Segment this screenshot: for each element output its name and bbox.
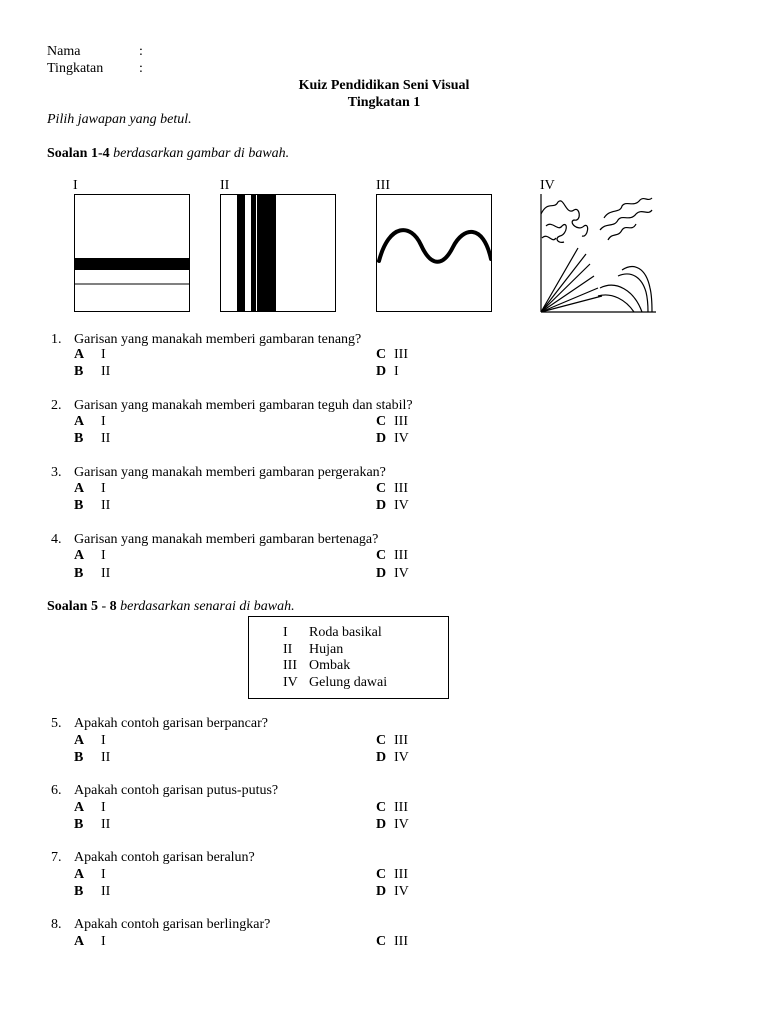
question-number: 2. (51, 398, 62, 413)
option-a-value: I (101, 867, 106, 882)
page-title: Kuiz Pendidikan Seni Visual (298, 78, 470, 93)
option-letter-b: B (74, 566, 84, 581)
figure-label-1: I (73, 178, 78, 193)
list-item (283, 642, 343, 658)
option-letter-d: D (376, 817, 387, 832)
option-letter-c: C (376, 733, 387, 748)
option-letter-a: A (74, 934, 85, 949)
option-letter-a: A (74, 548, 85, 563)
option-b-value: II (101, 431, 111, 446)
question-text: Garisan yang manakah memberi gambaran tenang? (74, 332, 362, 347)
option-letter-d: D (376, 566, 387, 581)
nama-label: Nama (47, 44, 81, 59)
question-number: 1. (51, 332, 62, 347)
option-a-value: I (101, 733, 106, 748)
option-c-value: III (394, 800, 408, 815)
list-item-number: III (283, 658, 297, 673)
list-item-number: I (283, 625, 288, 640)
option-letter-c: C (376, 414, 387, 429)
option-b-value: II (101, 566, 111, 581)
option-c-value: III (394, 867, 408, 882)
option-letter-c: C (376, 347, 387, 362)
section2-heading-bold-b: 8 (109, 599, 117, 614)
option-letter-b: B (74, 817, 84, 832)
option-letter-c: C (376, 867, 387, 882)
option-c-value: III (394, 733, 408, 748)
option-d-value: IV (394, 566, 409, 581)
option-letter-d: D (376, 364, 387, 379)
tingkatan-colon: : (139, 61, 143, 76)
section1-heading-italic: berdasarkan gambar di bawah. (109, 146, 290, 161)
option-a-value: I (101, 800, 106, 815)
question-number: 6. (51, 783, 62, 798)
option-b-value: II (101, 364, 111, 379)
figure-label-3: III (376, 178, 390, 193)
option-letter-a: A (74, 347, 85, 362)
option-b-value: II (101, 750, 111, 765)
option-letter-a: A (74, 481, 85, 496)
option-letter-c: C (376, 548, 387, 563)
option-letter-a: A (74, 733, 85, 748)
list-item-text: Hujan (309, 642, 344, 657)
option-a-value: I (101, 347, 106, 362)
question-text: Apakah contoh garisan berpancar? (74, 716, 268, 731)
list-item (283, 625, 382, 641)
section1-heading-bold: Soalan 1-4 (47, 146, 110, 161)
option-letter-d: D (376, 750, 387, 765)
figure-label-2: II (220, 178, 230, 193)
option-letter-c: C (376, 934, 387, 949)
question-text: Apakah contoh garisan beralun? (74, 850, 255, 865)
option-letter-b: B (74, 884, 84, 899)
page-subtitle: Tingkatan 1 (347, 95, 421, 110)
question-number: 5. (51, 716, 62, 731)
list-item-number: IV (283, 675, 298, 690)
figure-label-4: IV (540, 178, 555, 193)
option-letter-d: D (376, 884, 387, 899)
option-a-value: I (101, 934, 106, 949)
option-d-value: IV (394, 498, 409, 513)
question-number: 3. (51, 465, 62, 480)
figure-horizontal-lines (74, 194, 190, 312)
question-number: 4. (51, 532, 62, 547)
question-text: Garisan yang manakah memberi gambaran teguh dan stabil? (74, 398, 413, 413)
instruction: Pilih jawapan yang betul. (47, 112, 192, 127)
section2-heading-bold-a: Soalan 5 (47, 599, 98, 614)
option-a-value: I (101, 548, 106, 563)
option-c-value: III (394, 934, 408, 949)
question-text: Garisan yang manakah memberi gambaran bertenaga? (74, 532, 379, 547)
option-letter-b: B (74, 364, 84, 379)
figure-vertical-lines (220, 194, 336, 312)
option-b-value: II (101, 498, 111, 513)
option-letter-b: B (74, 431, 84, 446)
option-letter-c: C (376, 481, 387, 496)
option-c-value: III (394, 548, 408, 563)
option-c-value: III (394, 481, 408, 496)
list-item-text: Gelung dawai (309, 675, 388, 690)
option-letter-d: D (376, 498, 387, 513)
list-item-text: Ombak (309, 658, 351, 673)
option-letter-c: C (376, 800, 387, 815)
section2-heading-italic: berdasarkan senarai di bawah. (116, 599, 295, 614)
option-d-value: IV (394, 431, 409, 446)
option-b-value: II (101, 817, 111, 832)
question-text: Apakah contoh garisan putus-putus? (74, 783, 279, 798)
option-d-value: IV (394, 884, 409, 899)
question-number: 7. (51, 850, 62, 865)
list-item (283, 658, 350, 674)
option-letter-a: A (74, 414, 85, 429)
section1-heading (47, 146, 289, 162)
option-d-value: IV (394, 750, 409, 765)
nama-colon: : (139, 44, 143, 59)
option-c-value: III (394, 414, 408, 429)
option-letter-b: B (74, 750, 84, 765)
option-a-value: I (101, 414, 106, 429)
option-a-value: I (101, 481, 106, 496)
section2-heading-dash: - (97, 599, 110, 614)
question-text: Apakah contoh garisan berlingkar? (74, 917, 271, 932)
list-item-text: Roda basikal (309, 625, 382, 640)
tingkatan-label: Tingkatan (47, 61, 104, 76)
option-letter-d: D (376, 431, 387, 446)
option-d-value: I (394, 364, 399, 379)
figure-irregular-lines (538, 192, 660, 314)
option-d-value: IV (394, 817, 409, 832)
section2-heading (47, 599, 295, 615)
figure-wavy-line (376, 194, 492, 312)
option-b-value: II (101, 884, 111, 899)
question-text: Garisan yang manakah memberi gambaran pergerakan? (74, 465, 386, 480)
option-letter-a: A (74, 800, 85, 815)
list-item-number: II (283, 642, 293, 657)
list-box (248, 616, 449, 699)
option-letter-a: A (74, 867, 85, 882)
option-letter-b: B (74, 498, 84, 513)
list-item (283, 675, 387, 691)
question-number: 8. (51, 917, 62, 932)
option-c-value: III (394, 347, 408, 362)
